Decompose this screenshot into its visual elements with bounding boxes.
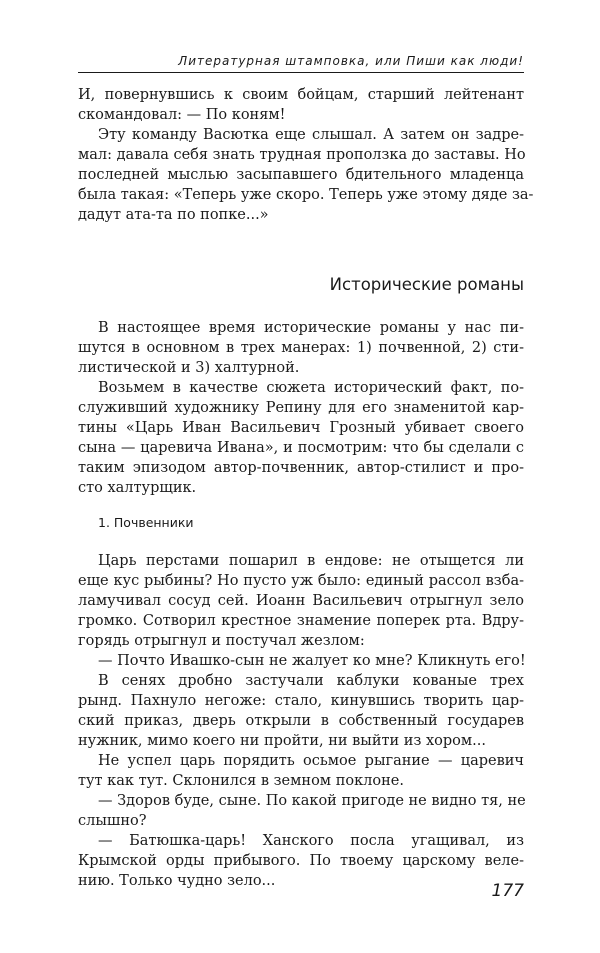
- running-head: Литературная штамповка, или Пиши как люди!: [178, 54, 524, 68]
- text-line: И, повернувшись к своим бойцам, старший лейтенант: [78, 87, 524, 103]
- text-line: нию. Только чудно зело...: [78, 873, 276, 889]
- text-line: В сенях дробно застучали каблуки кованые трех: [98, 673, 524, 689]
- text-line: последней мыслью засыпавшего бдительного младенца: [78, 167, 524, 183]
- text-line: служивший художнику Репину для его знаменитой кар-: [78, 400, 524, 416]
- header-rule: [78, 72, 524, 73]
- text-line: мал: давала себя знать трудная проползка до заставы. Но: [78, 147, 526, 163]
- text-line: громко. Сотворил крестное знамение поперек рта. Вдру-: [78, 613, 524, 629]
- text-line: — Почто Ивашко-сын не жалует ко мне? Кликнуть его!: [98, 653, 526, 669]
- text-line: таким эпизодом автор-почвенник, автор-стилист и про-: [78, 460, 524, 476]
- text-line: ский приказ, дверь открыли в собственный государев: [78, 713, 524, 729]
- text-line: была такая: «Теперь уже скоро. Теперь уже этому дяде за-: [78, 187, 534, 203]
- text-line: Эту команду Васютка еще слышал. А затем он задре-: [98, 127, 524, 143]
- text-line: Возьмем в качестве сюжета исторический факт, по-: [98, 380, 524, 396]
- text-line: шутся в основном в трех манерах: 1) почвенной, 2) сти-: [78, 340, 524, 356]
- text-line: Не успел царь порядить осьмое рыгание — царевич: [98, 753, 524, 769]
- text-line: еще кус рыбины? Но пусто уж было: единый рассол взба-: [78, 573, 524, 589]
- text-line: горядь отрыгнул и постучал жезлом:: [78, 633, 365, 649]
- text-line: рынд. Пахнуло негоже: стало, кинувшись творить цар-: [78, 693, 524, 709]
- text-line: сына — царевича Ивана», и посмотрим: что бы сделали с: [78, 440, 524, 456]
- text-line: В настоящее время исторические романы у нас пи-: [98, 320, 524, 336]
- text-line: тут как тут. Склонился в земном поклоне.: [78, 773, 404, 789]
- text-line: Царь перстами пошарил в ендове: не отыщется ли: [98, 553, 524, 569]
- page-number: 177: [491, 881, 524, 901]
- text-line: скомандовал: — По коням!: [78, 107, 286, 123]
- text-line: сто халтурщик.: [78, 480, 197, 496]
- text-line: — Батюшка-царь! Ханского посла угащивал, из: [98, 833, 524, 849]
- section-title: Исторические романы: [329, 275, 524, 294]
- text-line: — Здоров буде, сыне. По какой пригоде не видно тя, не: [98, 793, 526, 809]
- subsection-title: 1. Почвенники: [98, 515, 194, 530]
- text-line: нужник, мимо коего ни пройти, ни выйти из хором...: [78, 733, 487, 749]
- text-line: листической и 3) халтурной.: [78, 360, 300, 376]
- text-line: слышно?: [78, 813, 147, 829]
- text-line: дадут ата-та по попке...»: [78, 207, 269, 223]
- text-line: ламучивал сосуд сей. Иоанн Васильевич отрыгнул зело: [78, 593, 524, 609]
- text-line: Крымской орды прибывого. По твоему царскому веле-: [78, 853, 524, 869]
- text-line: тины «Царь Иван Васильевич Грозный убивает своего: [78, 420, 524, 436]
